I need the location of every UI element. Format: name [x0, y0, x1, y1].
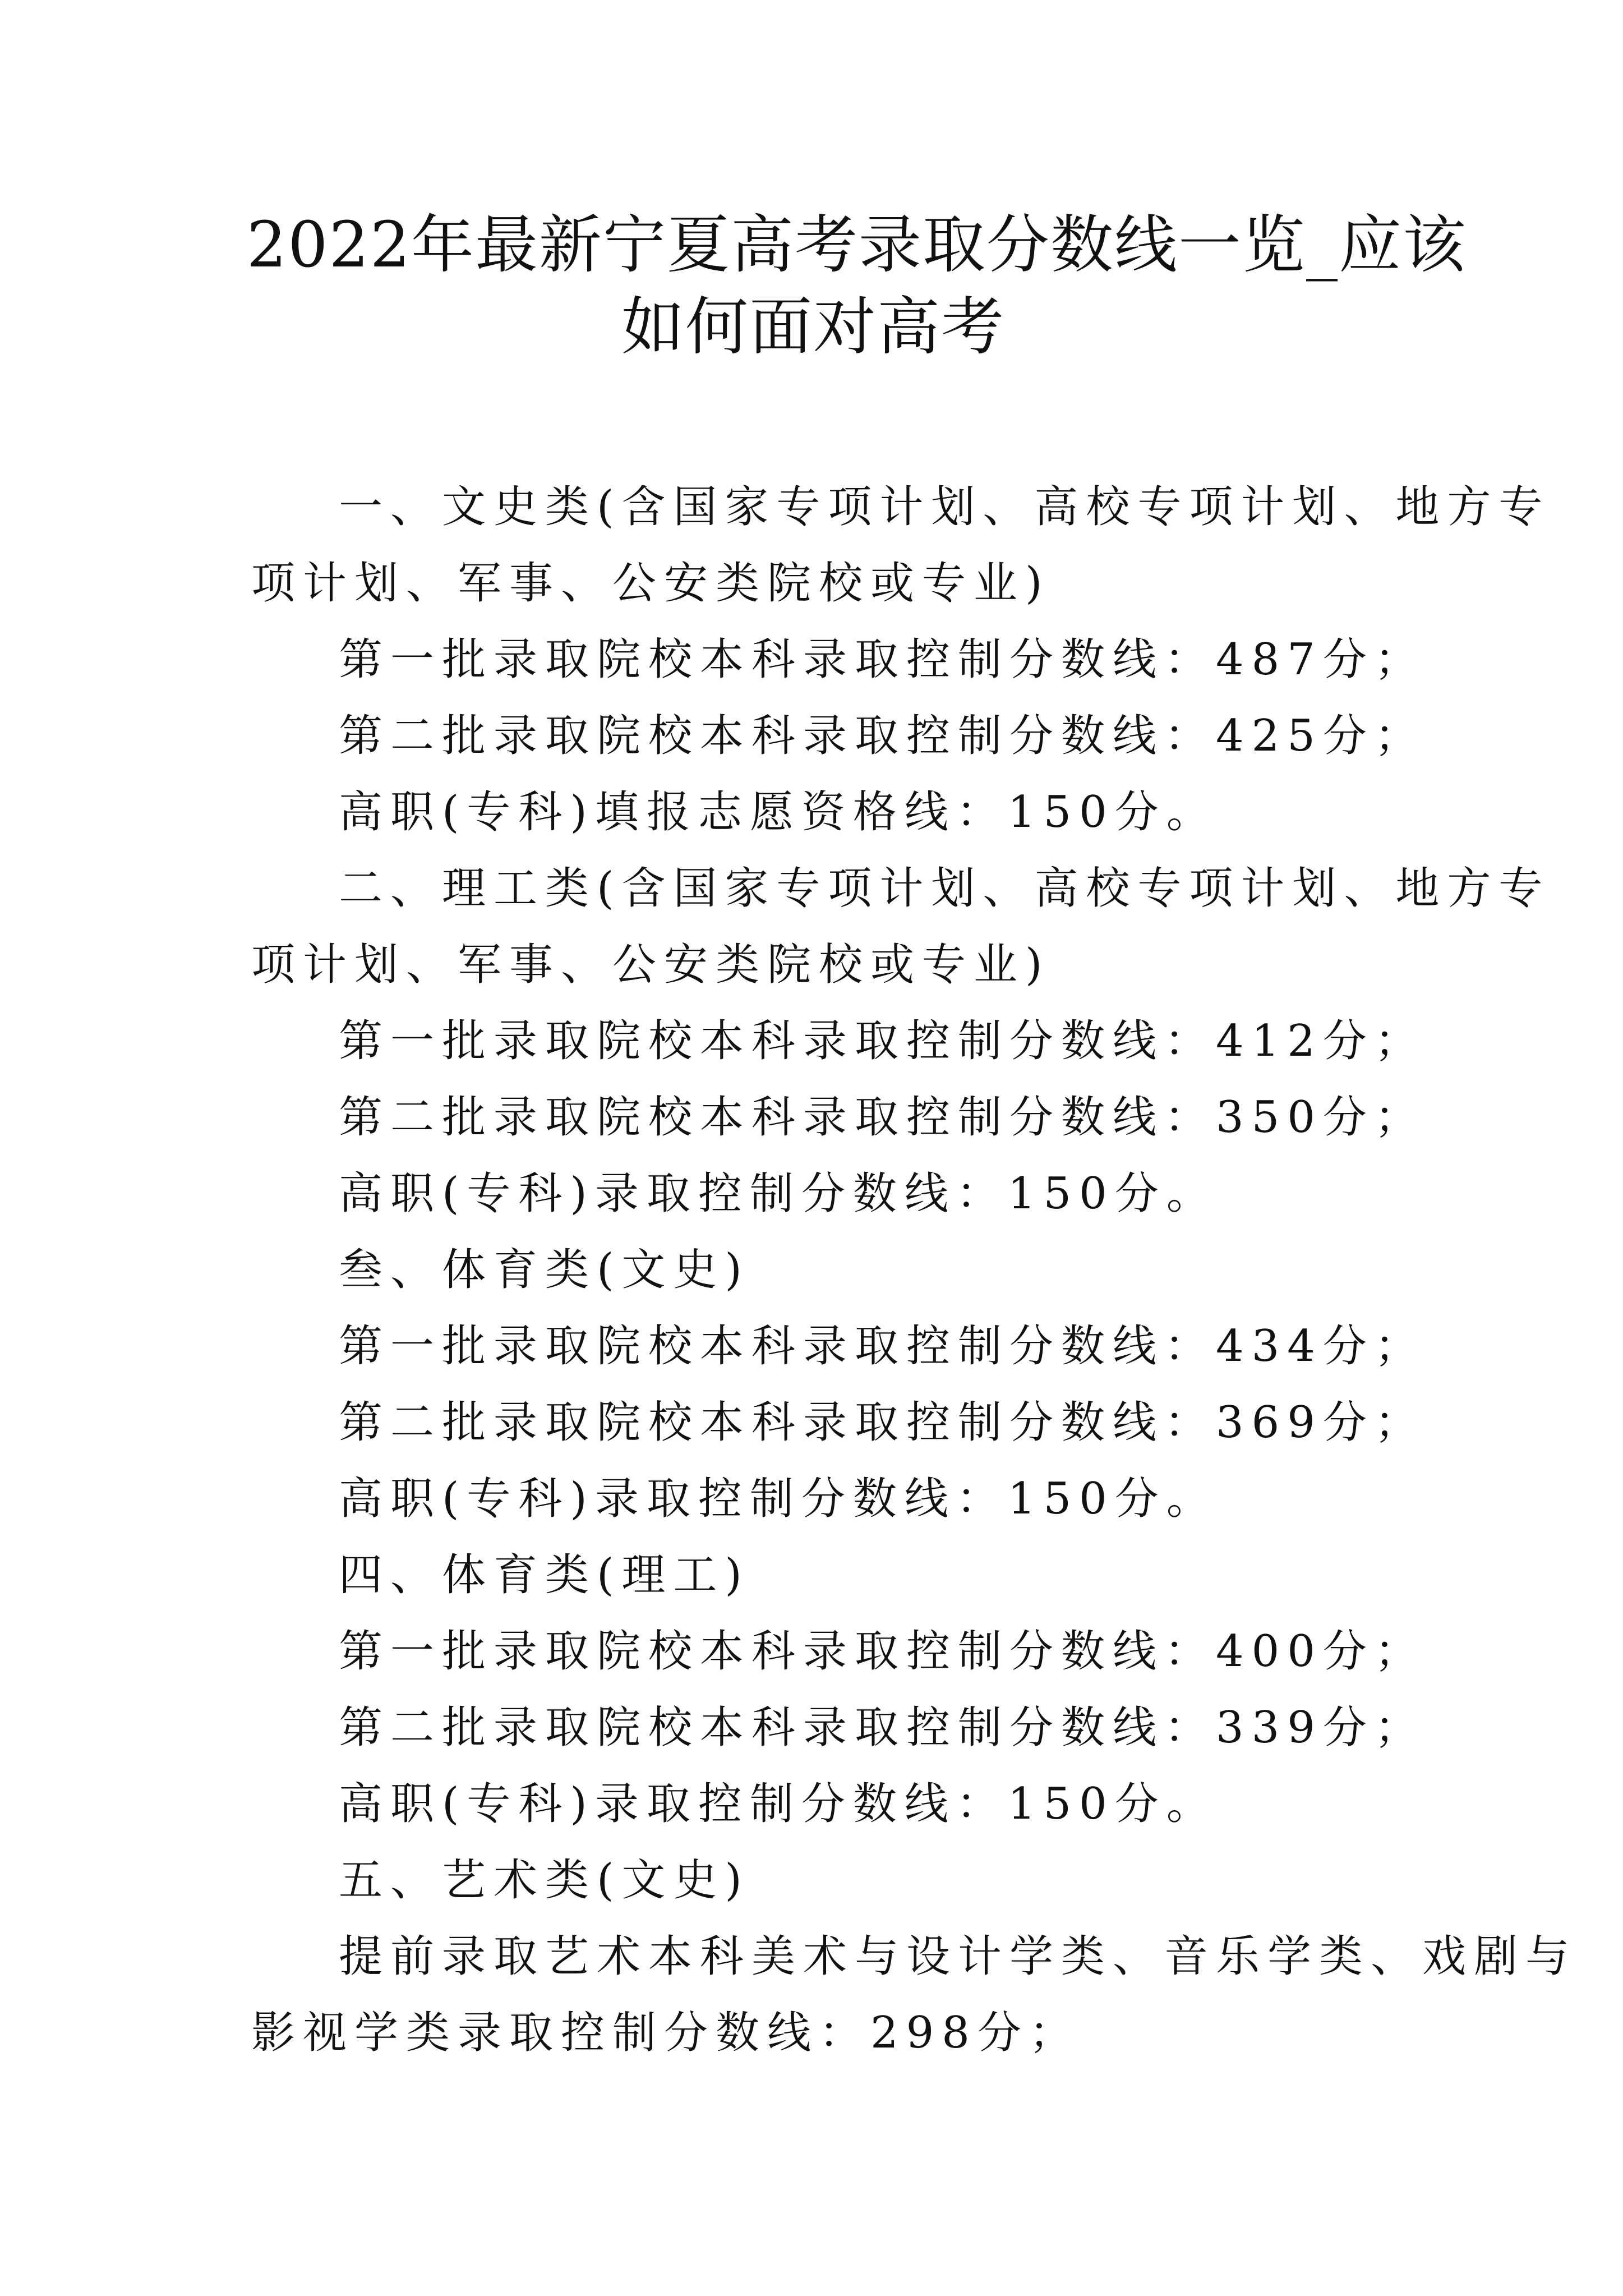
body-line: 第二批录取院校本科录取控制分数线：350分； — [339, 1092, 1426, 1143]
body-line: 五、艺术类(文史) — [339, 1855, 750, 1906]
body-line: 高职(专科)录取控制分数线：150分。 — [339, 1474, 1218, 1524]
document-title-line-2: 如何面对高考 — [621, 291, 1005, 364]
body-line: 影视学类录取控制分数线：298分； — [251, 2008, 1081, 2058]
body-line: 提前录取艺术本科美术与设计学类、音乐学类、戏剧与 — [339, 1931, 1578, 1982]
document-title-line-1: 2022年最新宁夏高考录取分数线一览_应该 — [247, 209, 1467, 282]
body-line: 第二批录取院校本科录取控制分数线：369分； — [339, 1397, 1426, 1448]
body-line: 第二批录取院校本科录取控制分数线：425分； — [339, 711, 1426, 761]
body-line: 第一批录取院校本科录取控制分数线：400分； — [339, 1626, 1426, 1677]
body-line: 二、理工类(含国家专项计划、高校专项计划、地方专 — [339, 863, 1551, 914]
body-line: 项计划、军事、公安类院校或专业) — [251, 940, 1050, 990]
body-line: 四、体育类(理工) — [339, 1550, 750, 1600]
body-line: 叁、体育类(文史) — [339, 1245, 750, 1295]
body-line: 第一批录取院校本科录取控制分数线：487分； — [339, 634, 1426, 685]
body-line: 第二批录取院校本科录取控制分数线：339分； — [339, 1703, 1426, 1753]
body-line: 第一批录取院校本科录取控制分数线：412分； — [339, 1016, 1426, 1066]
body-line: 第一批录取院校本科录取控制分数线：434分； — [339, 1321, 1426, 1372]
document-body — [251, 469, 1578, 2071]
body-line: 高职(专科)录取控制分数线：150分。 — [339, 1168, 1218, 1219]
body-line: 一、文史类(含国家专项计划、高校专项计划、地方专 — [339, 482, 1551, 532]
body-line: 高职(专科)填报志愿资格线：150分。 — [339, 787, 1218, 838]
body-line: 高职(专科)录取控制分数线：150分。 — [339, 1779, 1218, 1829]
body-line: 项计划、军事、公安类院校或专业) — [251, 558, 1050, 609]
